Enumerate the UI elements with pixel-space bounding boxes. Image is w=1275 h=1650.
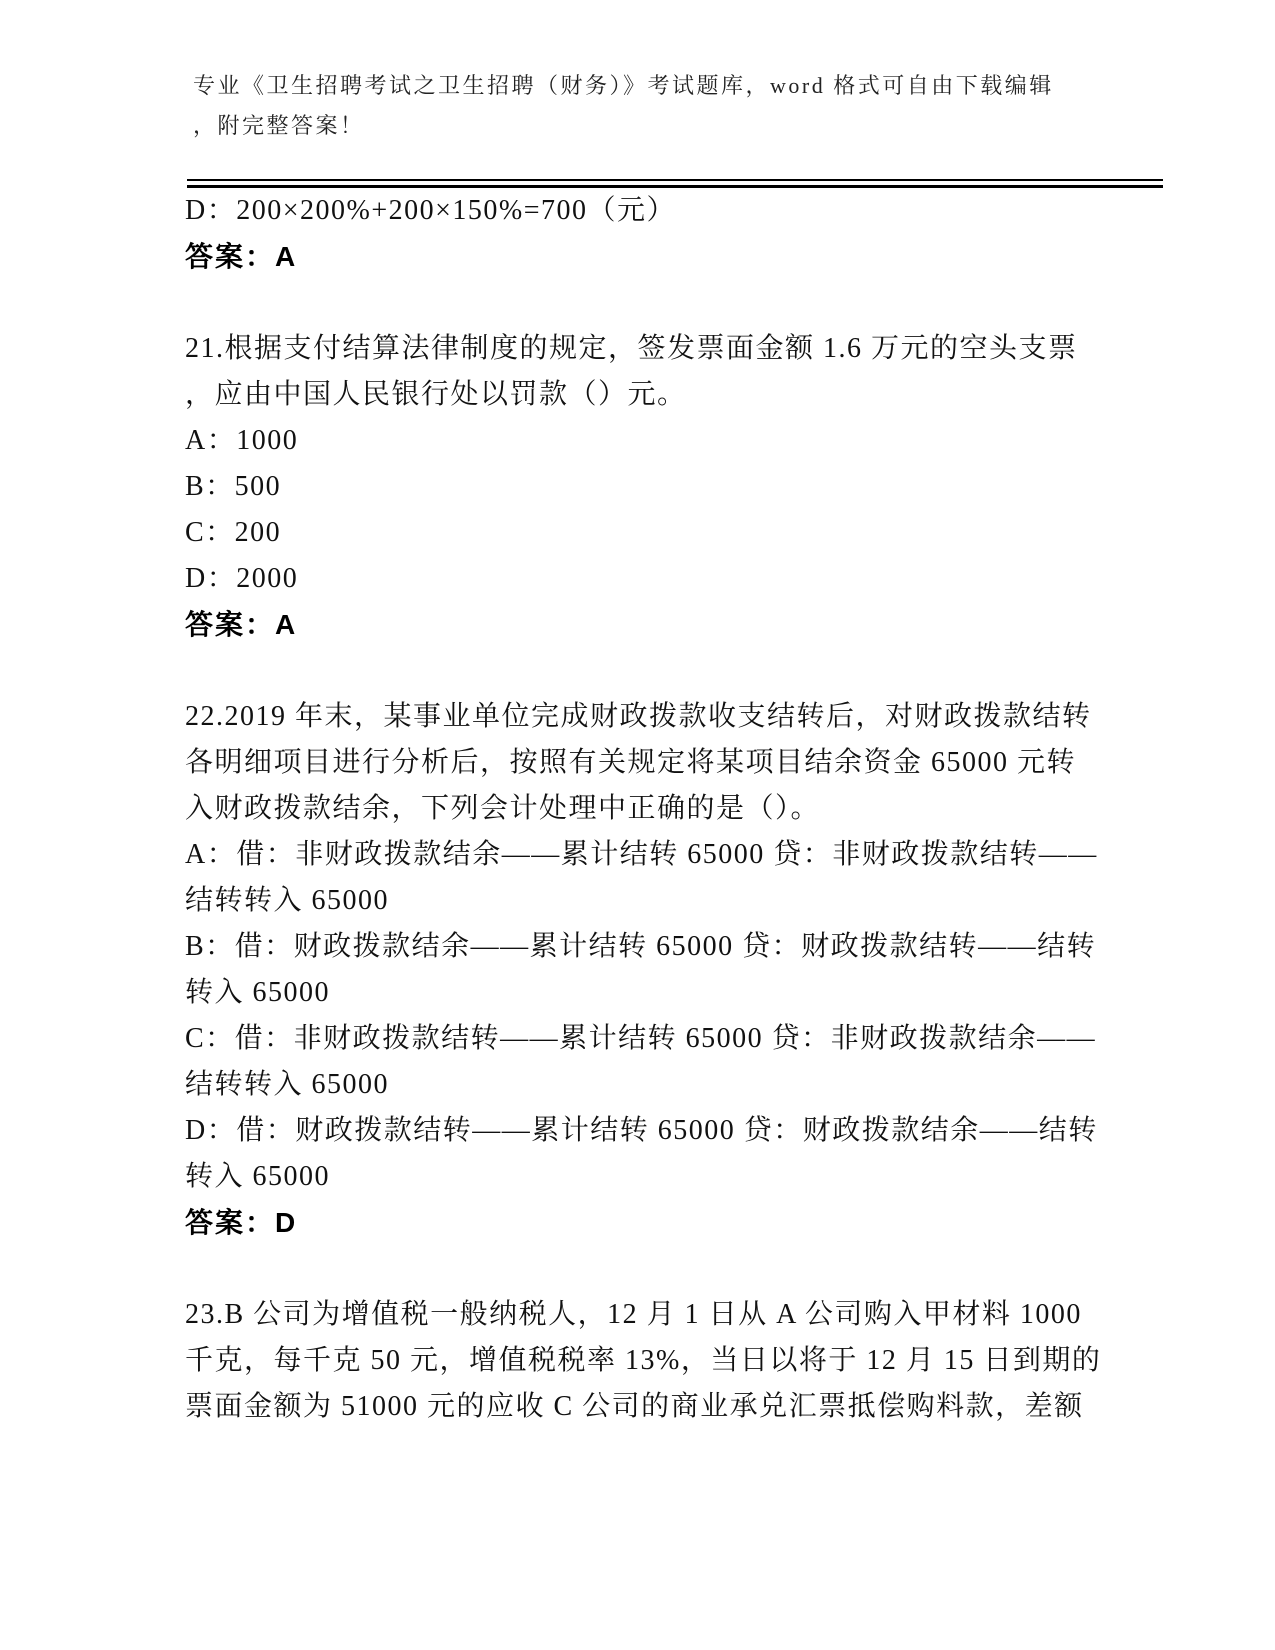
document-body — [185, 188, 1102, 1476]
option-line: D：2000 — [185, 563, 299, 594]
question-text-line: ，应由中国人民银行处以罚款（）元。 — [185, 379, 687, 410]
option-line: B：500 — [185, 471, 282, 502]
option-line: C：借：非财政拨款结转——累计结转 65000 贷：非财政拨款结余—— — [185, 1023, 1097, 1054]
page-header — [193, 66, 1173, 146]
question-text-line: 23.B 公司为增值税一般纳税人，12 月 1 日从 A 公司购入甲材料 1000 — [185, 1299, 1082, 1330]
answer-line: 答案：D — [185, 1207, 298, 1238]
option-line: 结转转入 65000 — [185, 1069, 390, 1100]
question-block — [185, 188, 1087, 280]
option-line: A：借：非财政拨款结余——累计结转 65000 贷：非财政拨款结转—— — [185, 839, 1098, 870]
option-line: 结转转入 65000 — [185, 885, 390, 916]
header-line: 专业《卫生招聘考试之卫生招聘（财务）》考试题库，word 格式可自由下载编辑 — [193, 73, 1054, 98]
header-line: ，附完整答案！ — [193, 113, 365, 138]
question-text-line: 千克，每千克 50 元，增值税税率 13%，当日以将于 12 月 15 日到期的 — [185, 1345, 1102, 1376]
option-line: 转入 65000 — [185, 1161, 331, 1192]
question-text-line: 21.根据支付结算法律制度的规定，签发票面金额 1.6 万元的空头支票 — [185, 333, 1078, 364]
question-block — [185, 326, 1087, 648]
answer-line: 答案：A — [185, 241, 298, 272]
option-line: C：200 — [185, 517, 282, 548]
option-line: 转入 65000 — [185, 977, 331, 1008]
option-line: A：1000 — [185, 425, 299, 456]
answer-line: 答案：A — [185, 609, 298, 640]
question-block — [185, 1292, 1102, 1430]
question-text-line: 22.2019 年末，某事业单位完成财政拨款收支结转后，对财政拨款结转 — [185, 701, 1092, 732]
option-line: D：借：财政拨款结转——累计结转 65000 贷：财政拨款结余——结转 — [185, 1115, 1098, 1146]
header-divider — [187, 179, 1163, 188]
question-text-line: 入财政拨款结余，下列会计处理中正确的是（）。 — [185, 793, 821, 824]
option-line: B：借：财政拨款结余——累计结转 65000 贷：财政拨款结转——结转 — [185, 931, 1097, 962]
question-text-line: 票面金额为 51000 元的应收 C 公司的商业承兑汇票抵偿购料款，差额 — [185, 1391, 1084, 1422]
question-block — [185, 694, 1098, 1246]
question-text-line: 各明细项目进行分析后，按照有关规定将某项目结余资金 65000 元转 — [185, 747, 1077, 778]
option-line: D：200×200%+200×150%=700（元） — [185, 195, 677, 226]
